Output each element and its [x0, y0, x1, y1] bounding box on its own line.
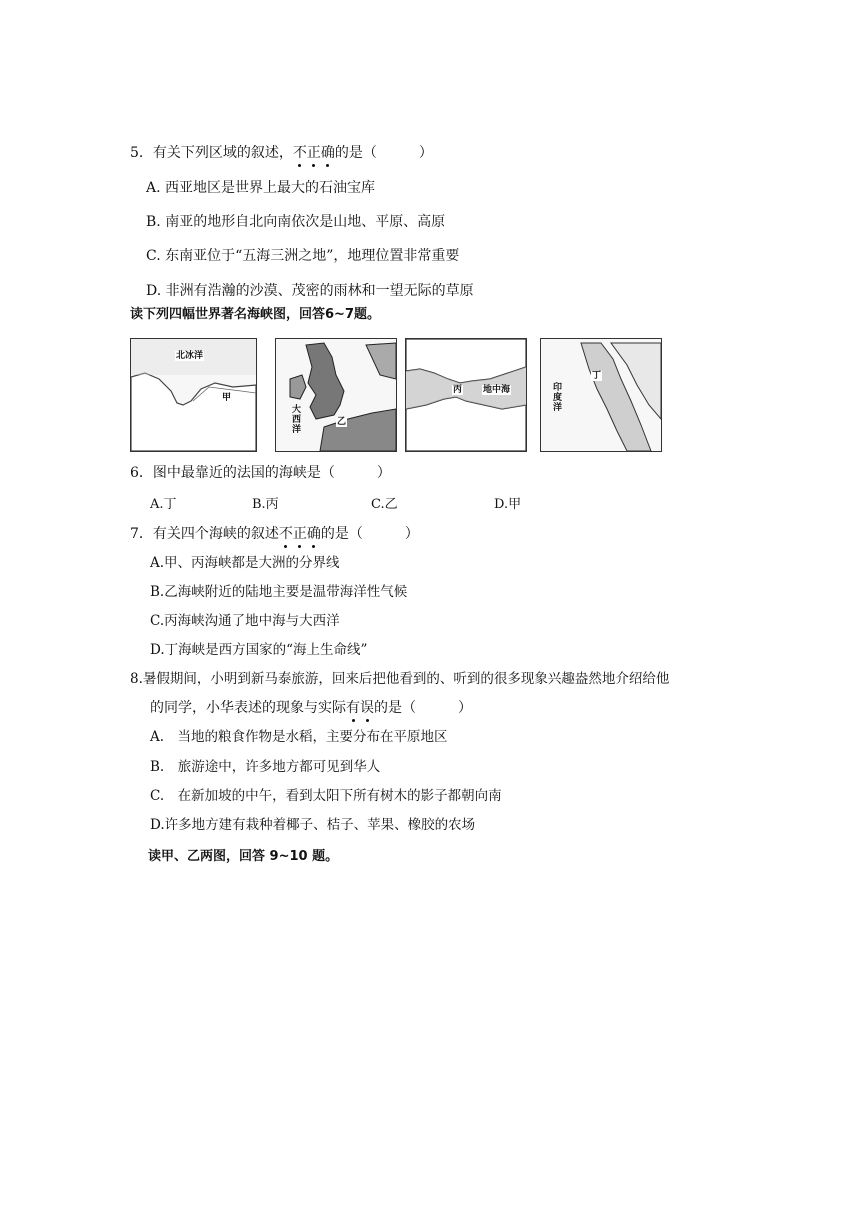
q8-option-a: A. 当地的粮食作物是水稻，主要分布在平原地区 — [150, 729, 448, 745]
q5-option-d: D. 非洲有浩瀚的沙漠、茂密的雨林和一望无际的草原 — [146, 283, 474, 299]
q6-option-c: C.乙 — [371, 497, 398, 512]
q5-stem: 5．有关下列区域的叙述，不正确的是（ ） — [130, 145, 433, 161]
strait-map-yi — [275, 338, 397, 452]
intro-9-10: 读甲、乙两图，回答 9~10 题。 — [148, 849, 339, 864]
label-bing: 丙 — [453, 385, 463, 395]
q8-option-b: B. 旅游途中，许多地方都可见到华人 — [150, 759, 381, 775]
label-ding: 丁 — [592, 371, 602, 381]
strait-map-bing — [405, 338, 527, 452]
intro-6-7: 读下列四幅世界著名海峡图，回答6~7题。 — [130, 307, 380, 322]
label-yi: 乙 — [337, 417, 347, 427]
q7-option-b: B.乙海峡附近的陆地主要是温带海洋性气候 — [150, 584, 408, 600]
label-jia: 甲 — [222, 393, 232, 403]
q5-option-b: B. 南亚的地形自北向南依次是山地、平原、高原 — [146, 214, 446, 230]
q8-stem-line1: 8.暑假期间，小明到新马泰旅游，回来后把他看到的、听到的很多现象兴趣盎然地介绍给他 — [130, 671, 670, 687]
q7-option-d: D.丁海峡是西方国家的“海上生命线” — [150, 642, 368, 658]
strait-map-jia — [130, 338, 257, 452]
q6-option-b: B.丙 — [252, 497, 279, 512]
q5-option-c: C. 东南亚位于“五海三洲之地”，地理位置非常重要 — [146, 248, 460, 264]
q8-stem-line2: 的同学，小华表述的现象与实际有误的是（ ） — [150, 700, 472, 716]
q7-option-a: A.甲、丙海峡都是大洲的分界线 — [150, 555, 340, 571]
q7-stem: 7．有关四个海峡的叙述不正确的是（ ） — [130, 526, 419, 542]
q7-option-c: C.丙海峡沟通了地中海与大西洋 — [150, 613, 340, 629]
q8-option-c: C. 在新加坡的中午，看到太阳下所有树木的影子都朝向南 — [150, 788, 502, 804]
strait-map-bing-drawing — [406, 339, 526, 451]
label-indian-ocean: 印度洋 — [553, 383, 563, 413]
label-mediterranean-sea: 地中海 — [483, 385, 511, 395]
q5-option-a: A. 西亚地区是世界上最大的石油宝库 — [146, 180, 376, 196]
q6-stem: 6．图中最靠近的法国的海峡是（ ） — [130, 465, 391, 481]
q6-option-a: A.丁 — [150, 497, 177, 512]
strait-map-ding — [540, 338, 662, 452]
q6-option-d: D.甲 — [494, 497, 522, 512]
q8-option-d: D.许多地方建有栽种着椰子、桔子、苹果、橡胶的农场 — [150, 817, 476, 833]
label-arctic-ocean: 北冰洋 — [176, 351, 204, 361]
label-atlantic-ocean: 大西洋 — [292, 405, 302, 435]
